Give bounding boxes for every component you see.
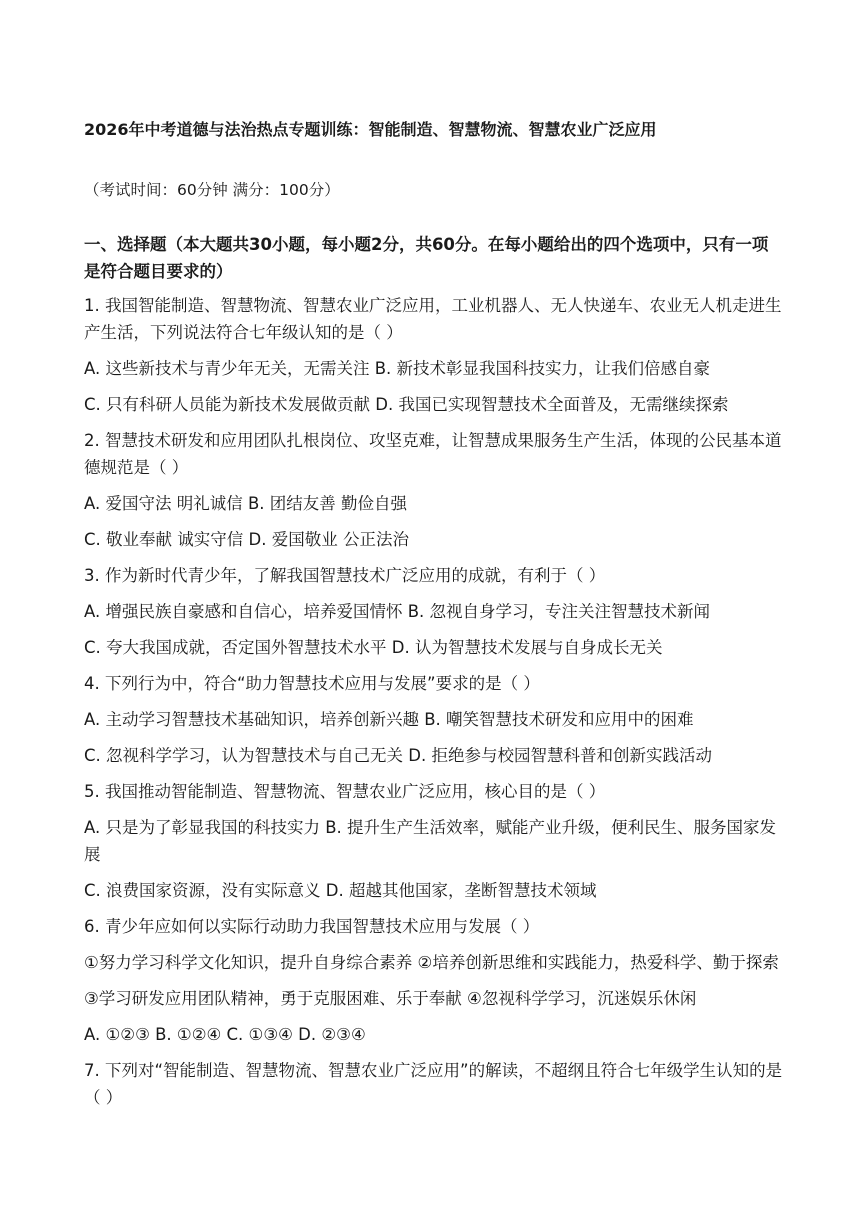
question-7: [84, 1057, 784, 1111]
exam-info: （考试时间：60分钟 满分：100分）: [84, 181, 340, 199]
option-line: C. 浪费国家资源，没有实际意义 D. 超越其他国家，垄断智慧技术领域: [84, 881, 597, 900]
option-line: C. 忽视科学学习，认为智慧技术与自己无关 D. 拒绝参与校园智慧科普和创新实践活动: [84, 746, 712, 765]
question-1: [84, 292, 784, 418]
question-stem: 4. 下列行为中，符合“助力智慧技术应用与发展”要求的是（ ）: [84, 674, 540, 693]
option-line: ③学习研发应用团队精神，勇于克服困难、乐于奉献 ④忽视科学学习，沉迷娱乐休闲: [84, 989, 697, 1008]
option-line: C. 夸大我国成就，否定国外智慧技术水平 D. 认为智慧技术发展与自身成长无关: [84, 638, 663, 657]
question-2: [84, 427, 784, 553]
question-list: [84, 292, 784, 1120]
question-stem: 3. 作为新时代青少年，了解我国智慧技术广泛应用的成就，有利于（ ）: [84, 566, 606, 585]
question-6: [84, 913, 784, 1048]
option-line: A. 增强民族自豪感和自信心，培养爱国情怀 B. 忽视自身学习，专注关注智慧技术新闻: [84, 602, 711, 621]
option-line: A. 只是为了彰显我国的科技实力 B. 提升生产生活效率，赋能产业升级，便利民生、服务国家发展: [84, 818, 777, 864]
option-line: C. 敬业奉献 诚实守信 D. 爱国敬业 公正法治: [84, 530, 409, 549]
option-line: ①努力学习科学文化知识，提升自身综合素养 ②培养创新思维和实践能力，热爱科学、勤于探索: [84, 953, 779, 972]
option-line: A. 主动学习智慧技术基础知识，培养创新兴趣 B. 嘲笑智慧技术研发和应用中的困难: [84, 710, 694, 729]
question-3: [84, 562, 784, 661]
question-stem: 6. 青少年应如何以实际行动助力我国智慧技术应用与发展（ ）: [84, 917, 540, 936]
question-5: [84, 778, 784, 904]
question-stem: 1. 我国智能制造、智慧物流、智慧农业广泛应用，工业机器人、无人快递车、农业无人机走进生产生活，下列说法符合七年级认知的是（ ）: [84, 296, 782, 342]
option-line: A. ①②③ B. ①②④ C. ①③④ D. ②③④: [84, 1025, 366, 1044]
document-title: 2026年中考道德与法治热点专题训练：智能制造、智慧物流、智慧农业广泛应用: [84, 120, 657, 139]
question-4: [84, 670, 784, 769]
option-line: A. 这些新技术与青少年无关，无需关注 B. 新技术彰显我国科技实力，让我们倍感自豪: [84, 359, 711, 378]
question-stem: 7. 下列对“智能制造、智慧物流、智慧农业广泛应用”的解读，不超纲且符合七年级学生认知的是（ ）: [84, 1061, 783, 1107]
option-line: C. 只有科研人员能为新技术发展做贡献 D. 我国已实现智慧技术全面普及，无需继续探索: [84, 395, 729, 414]
section-heading: 一、选择题（本大题共30小题，每小题2分，共60分。在每小题给出的四个选项中，只有一项是符合题目要求的）: [84, 235, 769, 281]
question-stem: 5. 我国推动智能制造、智慧物流、智慧农业广泛应用，核心目的是（ ）: [84, 782, 606, 801]
option-line: A. 爱国守法 明礼诚信 B. 团结友善 勤俭自强: [84, 494, 408, 513]
question-stem: 2. 智慧技术研发和应用团队扎根岗位、攻坚克难，让智慧成果服务生产生活，体现的公民基本道德规范是（ ）: [84, 431, 782, 477]
